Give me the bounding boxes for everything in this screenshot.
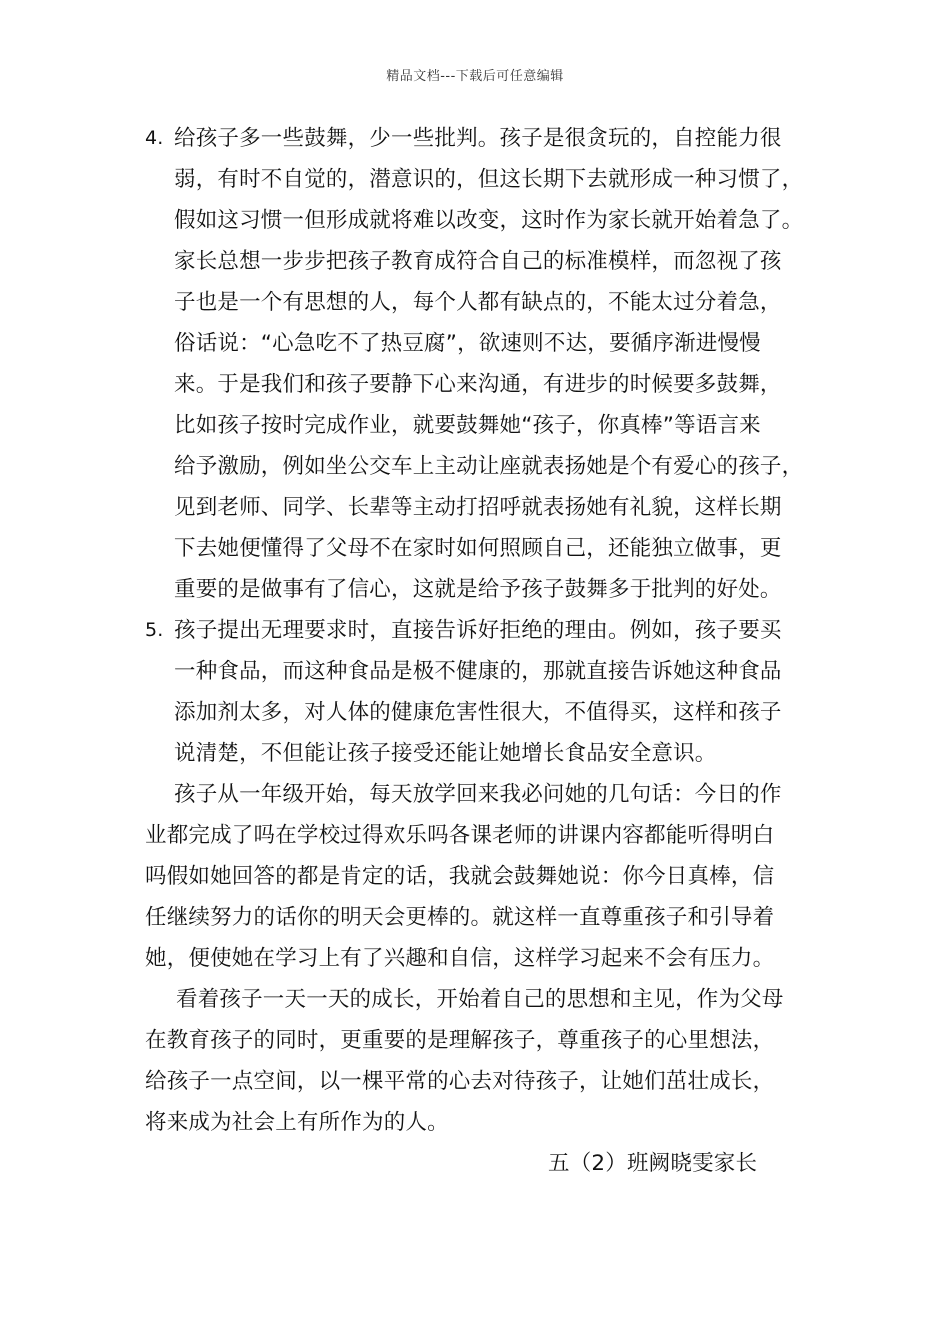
text-line: 弱，有时不自觉的，潜意识的，但这长期下去就形成一种习惯了， bbox=[174, 167, 804, 192]
text-line: 重要的是做事有了信心，这就是给予孩子鼓舞多于批判的好处。 bbox=[174, 577, 782, 602]
text-line: 任继续努力的话你的明天会更棒的。就这样一直尊重孩子和引导着 bbox=[145, 905, 775, 930]
text-line: 吗假如她回答的都是肯定的话，我就会鼓舞她说：你今日真棒，信 bbox=[145, 864, 775, 889]
text-line: 业都完成了吗在学校过得欢乐吗各课老师的讲课内容都能听得明白 bbox=[145, 823, 775, 848]
page-header: 精品文档---下载后可任意编辑 bbox=[386, 69, 564, 84]
text-line: 家长总想一步步把孩子教育成符合自己的标准模样，而忽视了孩 bbox=[174, 249, 782, 274]
text-line: 孩子从一年级开始，每天放学回来我必问她的几句话：今日的作 bbox=[174, 782, 782, 807]
text-line: 说清楚，不但能让孩子接受还能让她增长食品安全意识。 bbox=[174, 741, 717, 766]
text-line: 在教育孩子的同时，更重要的是理解孩子，尊重孩子的心里想法， bbox=[145, 1028, 775, 1053]
text-line: 给孩子多一些鼓舞，少一些批判。孩子是很贪玩的，自控能力很 bbox=[174, 126, 782, 151]
list-number: 4. bbox=[145, 127, 164, 149]
text-line: 给孩子一点空间，以一棵平常的心去对待孩子，让她们茁壮成长， bbox=[145, 1069, 775, 1094]
text-line: 来。于是我们和孩子要静下心来沟通，有进步的时候要多鼓舞， bbox=[174, 372, 782, 397]
text-line: 下去她便懂得了父母不在家时如何照顾自己，还能独立做事，更 bbox=[174, 536, 782, 561]
text-line: 见到老师、同学、长辈等主动打招呼就表扬她有礼貌，这样长期 bbox=[174, 495, 782, 520]
signature: 五（2）班阙晓雯家长 bbox=[548, 1151, 758, 1176]
text-line: 看着孩子一天一天的成长，开始着自己的思想和主见，作为父母 bbox=[176, 987, 784, 1012]
text-line: 添加剂太多，对人体的健康危害性很大，不值得买，这样和孩子 bbox=[174, 700, 782, 725]
text-line: 她，便使她在学习上有了兴趣和自信，这样学习起来不会有压力。 bbox=[145, 946, 775, 971]
text-line: 孩子提出无理要求时，直接告诉好拒绝的理由。例如，孩子要买 bbox=[174, 618, 782, 643]
text-line: 子也是一个有思想的人，每个人都有缺点的，不能太过分着急， bbox=[174, 290, 782, 315]
text-line: 比如孩子按时完成作业，就要鼓舞她“孩子，你真棒”等语言来 bbox=[174, 413, 761, 438]
list-number: 5. bbox=[145, 619, 164, 641]
text-line: 一种食品，而这种食品是极不健康的，那就直接告诉她这种食品 bbox=[174, 659, 782, 684]
text-line: 将来成为社会上有所作为的人。 bbox=[145, 1110, 449, 1135]
text-line: 给予激励，例如坐公交车上主动让座就表扬她是个有爱心的孩子， bbox=[174, 454, 804, 479]
text-line: 俗话说：“心急吃不了热豆腐”，欲速则不达，要循序渐进慢慢 bbox=[174, 331, 761, 356]
text-line: 假如这习惯一但形成就将难以改变，这时作为家长就开始着急了。 bbox=[174, 208, 804, 233]
